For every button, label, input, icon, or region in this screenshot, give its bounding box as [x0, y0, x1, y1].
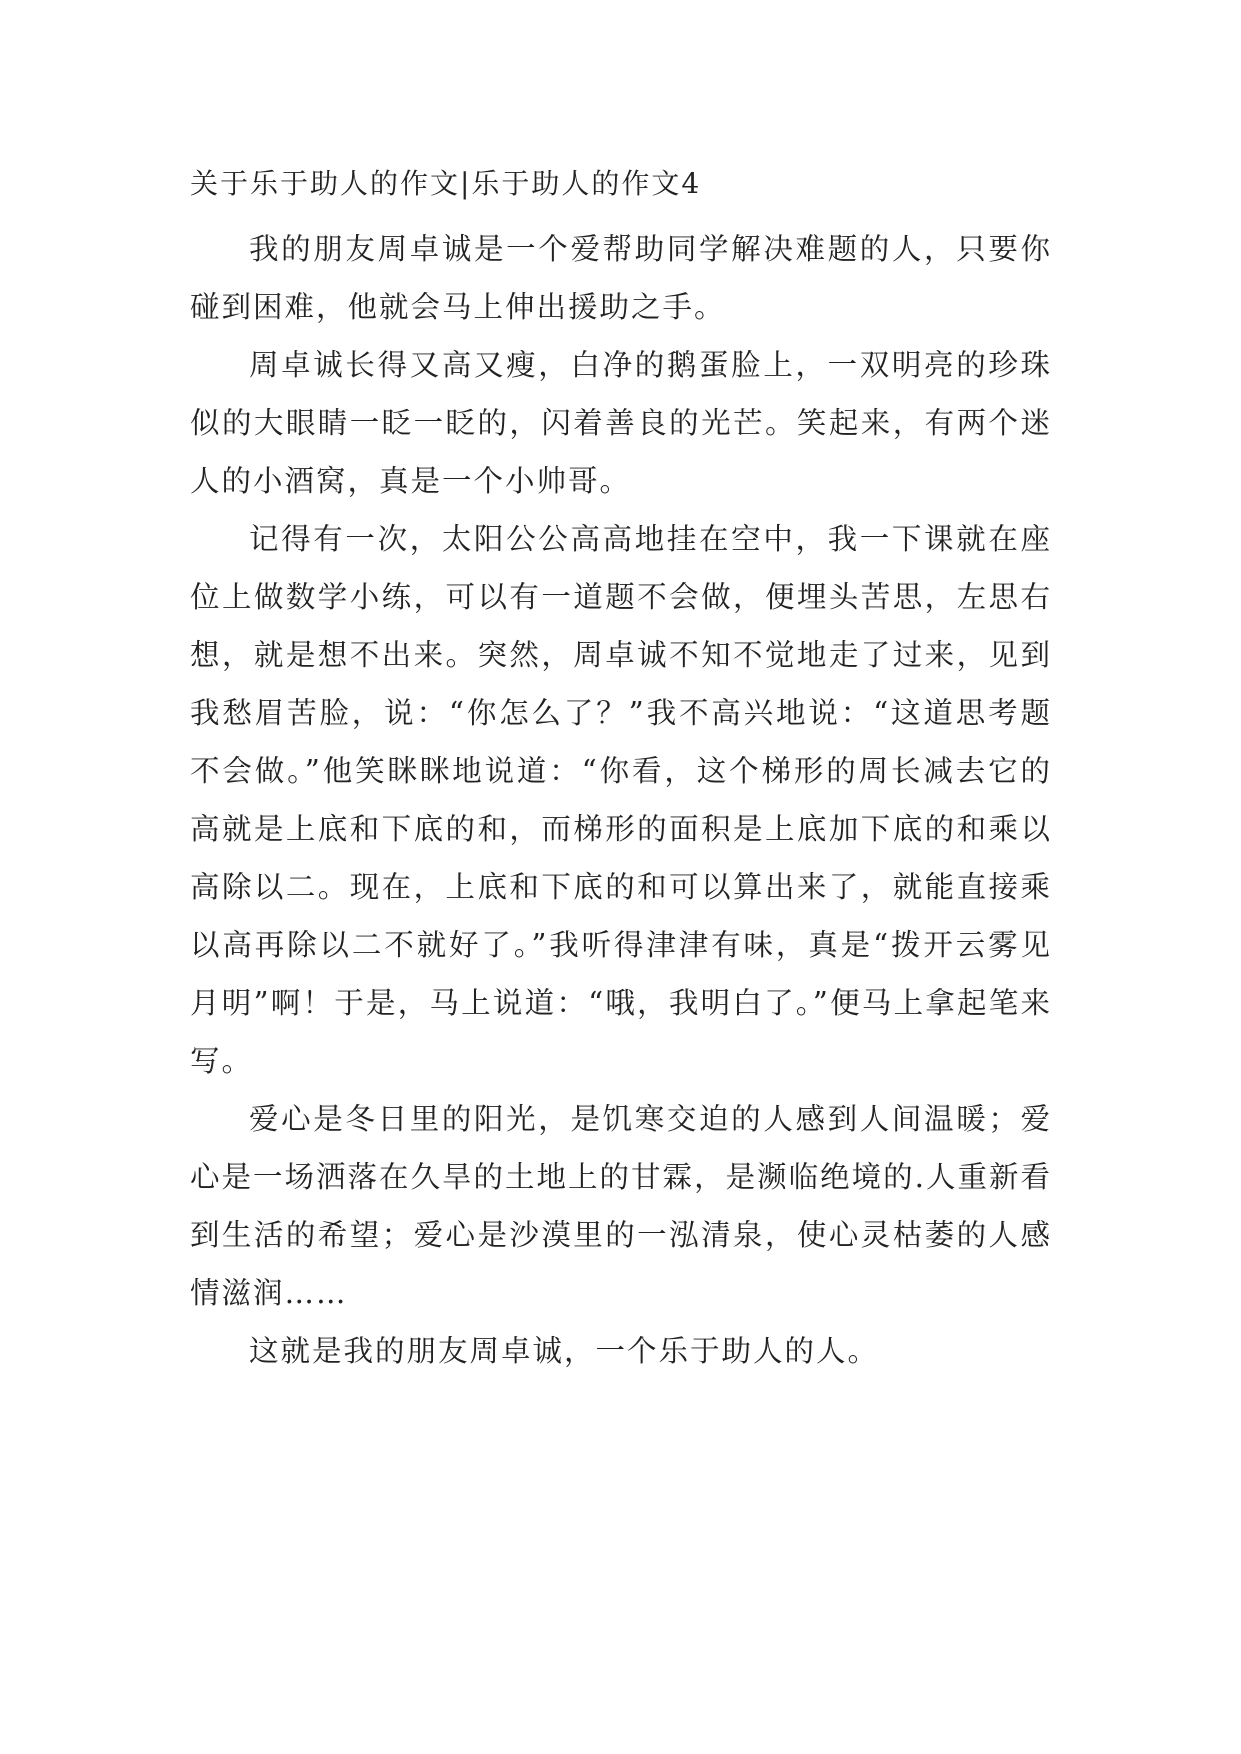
paragraph-2: 周卓诚长得又高又瘦，白净的鹅蛋脸上，一双明亮的珍珠似的大眼睛一眨一眨的，闪着善良的光芒。笑起来，有两个迷人的小酒窝，真是一个小帅哥。: [190, 348, 1052, 498]
paragraph-3: 记得有一次，太阳公公高高地挂在空中，我一下课就在座位上做数学小练，可以有一道题不会做，便埋头苦思，左思右想，就是想不出来。突然，周卓诚不知不觉地走了过来，见到我愁眉苦脸，说：“你怎么了？”我不高兴地说：“这道思考题不会做。”他笑眯眯地说道：“你看，这个梯形的周长减去它的高就是上底和下底的和，而梯形的面积是上底加下底的和乘以高除以二。现在，上底和下底的和可以算出来了，就能直接乘以高再除以二不就好了。”我听得津津有味，真是“拨开云雾见月明”啊！于是，马上说道：“哦，我明白了。”便马上拿起笔来写。: [190, 522, 1052, 1078]
document-title: 关于乐于助人的作文|乐于助人的作文4: [190, 167, 702, 200]
paragraph-5: 这就是我的朋友周卓诚，一个乐于助人的人。: [249, 1334, 880, 1368]
paragraph-4: 爱心是冬日里的阳光，是饥寒交迫的人感到人间温暖；爱心是一场洒落在久旱的土地上的甘霖，是濒临绝境的.人重新看到生活的希望；爱心是沙漠里的一泓清泉，使心灵枯萎的人感情滋润……: [190, 1102, 1052, 1310]
document-body: [190, 162, 1052, 1380]
paragraph-1: 我的朋友周卓诚是一个爱帮助同学解决难题的人，只要你碰到困难，他就会马上伸出援助之手。: [190, 232, 1052, 324]
